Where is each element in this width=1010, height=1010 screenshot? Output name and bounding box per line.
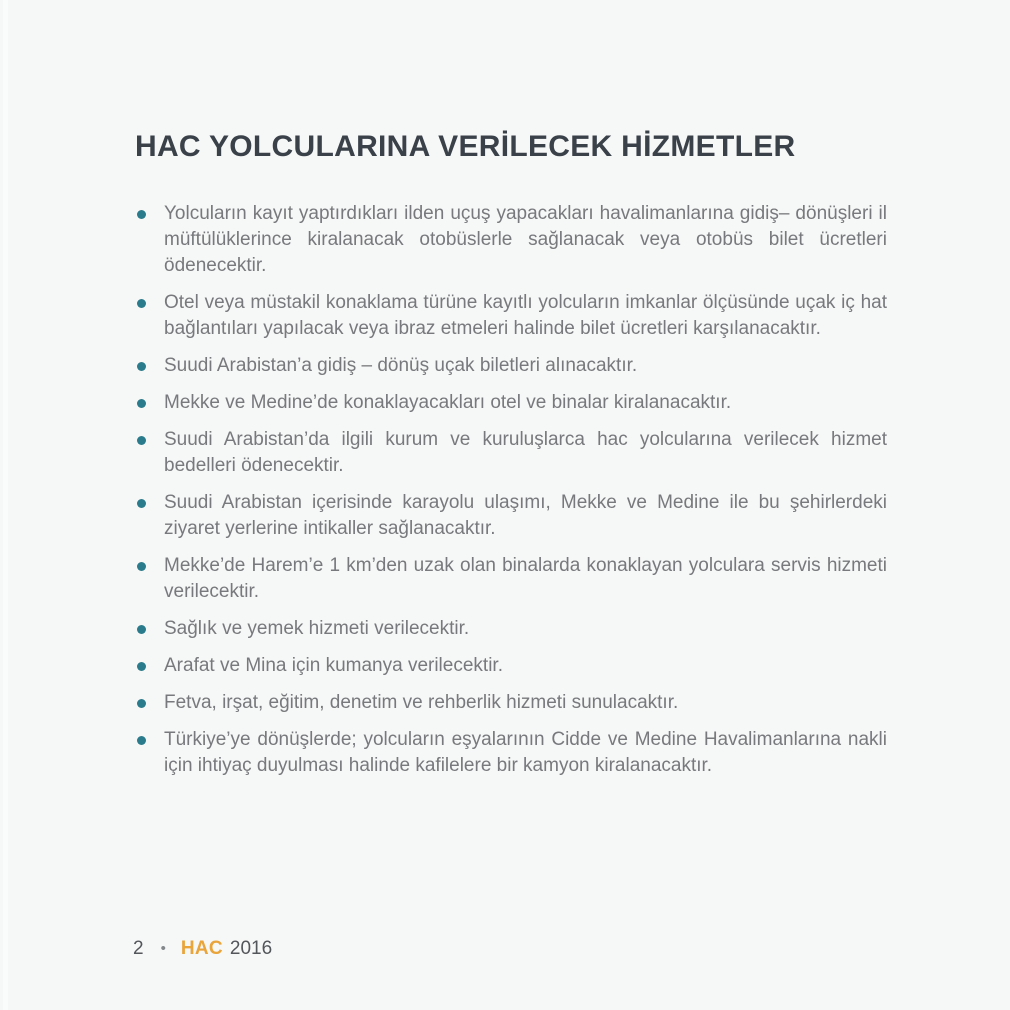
list-item [135, 553, 887, 605]
bullet-dot-icon [137, 399, 146, 408]
document-page [135, 130, 915, 790]
list-item [135, 201, 887, 279]
list-item-text: Otel veya müstakil konaklama türüne kayıtlı yolcuların imkanlar ölçüsünde uçak iç hat bağlantıları yapılacak veya ibraz etmeleri halinde bilet ücretleri karşılanacaktır. [164, 292, 887, 339]
list-item [135, 690, 887, 716]
bullet-dot-icon [137, 562, 146, 571]
page-title: HAC YOLCULARINA VERİLECEK HİZMETLER [135, 130, 796, 163]
list-item [135, 353, 887, 379]
list-item [135, 727, 887, 779]
bullet-dot-icon [137, 299, 146, 308]
list-item-text: Suudi Arabistan içerisinde karayolu ulaşımı, Mekke ve Medine ile bu şehirlerdeki ziyaret yerlerine intikaller sağlanacaktır. [164, 492, 887, 539]
bullet-dot-icon [137, 436, 146, 445]
list-item [135, 290, 887, 342]
list-item [135, 427, 887, 479]
bullet-dot-icon [137, 210, 146, 219]
page-number: 2 [133, 938, 144, 959]
list-item [135, 490, 887, 542]
footer-brand: HAC [180, 938, 223, 959]
list-item-text: Mekke ve Medine’de konaklayacakları otel ve binalar kiralanacaktır. [164, 392, 732, 413]
list-item [135, 390, 887, 416]
list-item-text: Yolcuların kayıt yaptırdıkları ilden uçuş yapacakları havalimanlarına gidiş– dönüşleri il müftülüklerince kiralanacak otobüslerle sağlanacak veya otobüs bilet ücretleri ödenecektir. [164, 203, 887, 276]
footer-separator-icon: • [160, 940, 166, 957]
services-list [135, 201, 887, 779]
list-item-text: Sağlık ve yemek hizmeti verilecektir. [164, 618, 470, 639]
bullet-dot-icon [137, 662, 146, 671]
bullet-dot-icon [137, 499, 146, 508]
bullet-dot-icon [137, 625, 146, 634]
bullet-dot-icon [137, 699, 146, 708]
page-footer [133, 937, 272, 961]
list-item-text: Fetva, irşat, eğitim, denetim ve rehberlik hizmeti sunulacaktır. [164, 692, 679, 713]
bullet-dot-icon [137, 362, 146, 371]
list-item-text: Arafat ve Mina için kumanya verilecektir. [164, 655, 503, 676]
list-item-text: Suudi Arabistan’da ilgili kurum ve kuruluşlarca hac yolcularına verilecek hizmet bedelleri ödenecektir. [164, 429, 887, 476]
list-item-text: Türkiye’ye dönüşlerde; yolcuların eşyalarının Cidde ve Medine Havalimanlarına nakli için ihtiyaç duyulması halinde kafilelere bir kamyon kiralanacaktır. [164, 729, 887, 776]
list-item-text: Suudi Arabistan’a gidiş – dönüş uçak biletleri alınacaktır. [164, 355, 638, 376]
bullet-dot-icon [137, 736, 146, 745]
list-item-text: Mekke’de Harem’e 1 km’den uzak olan binalarda konaklayan yolculara servis hizmeti verilecektir. [164, 555, 887, 602]
page-edge-shadow [3, 0, 8, 1010]
list-item [135, 616, 887, 642]
footer-year: 2016 [229, 938, 273, 959]
list-item [135, 653, 887, 679]
